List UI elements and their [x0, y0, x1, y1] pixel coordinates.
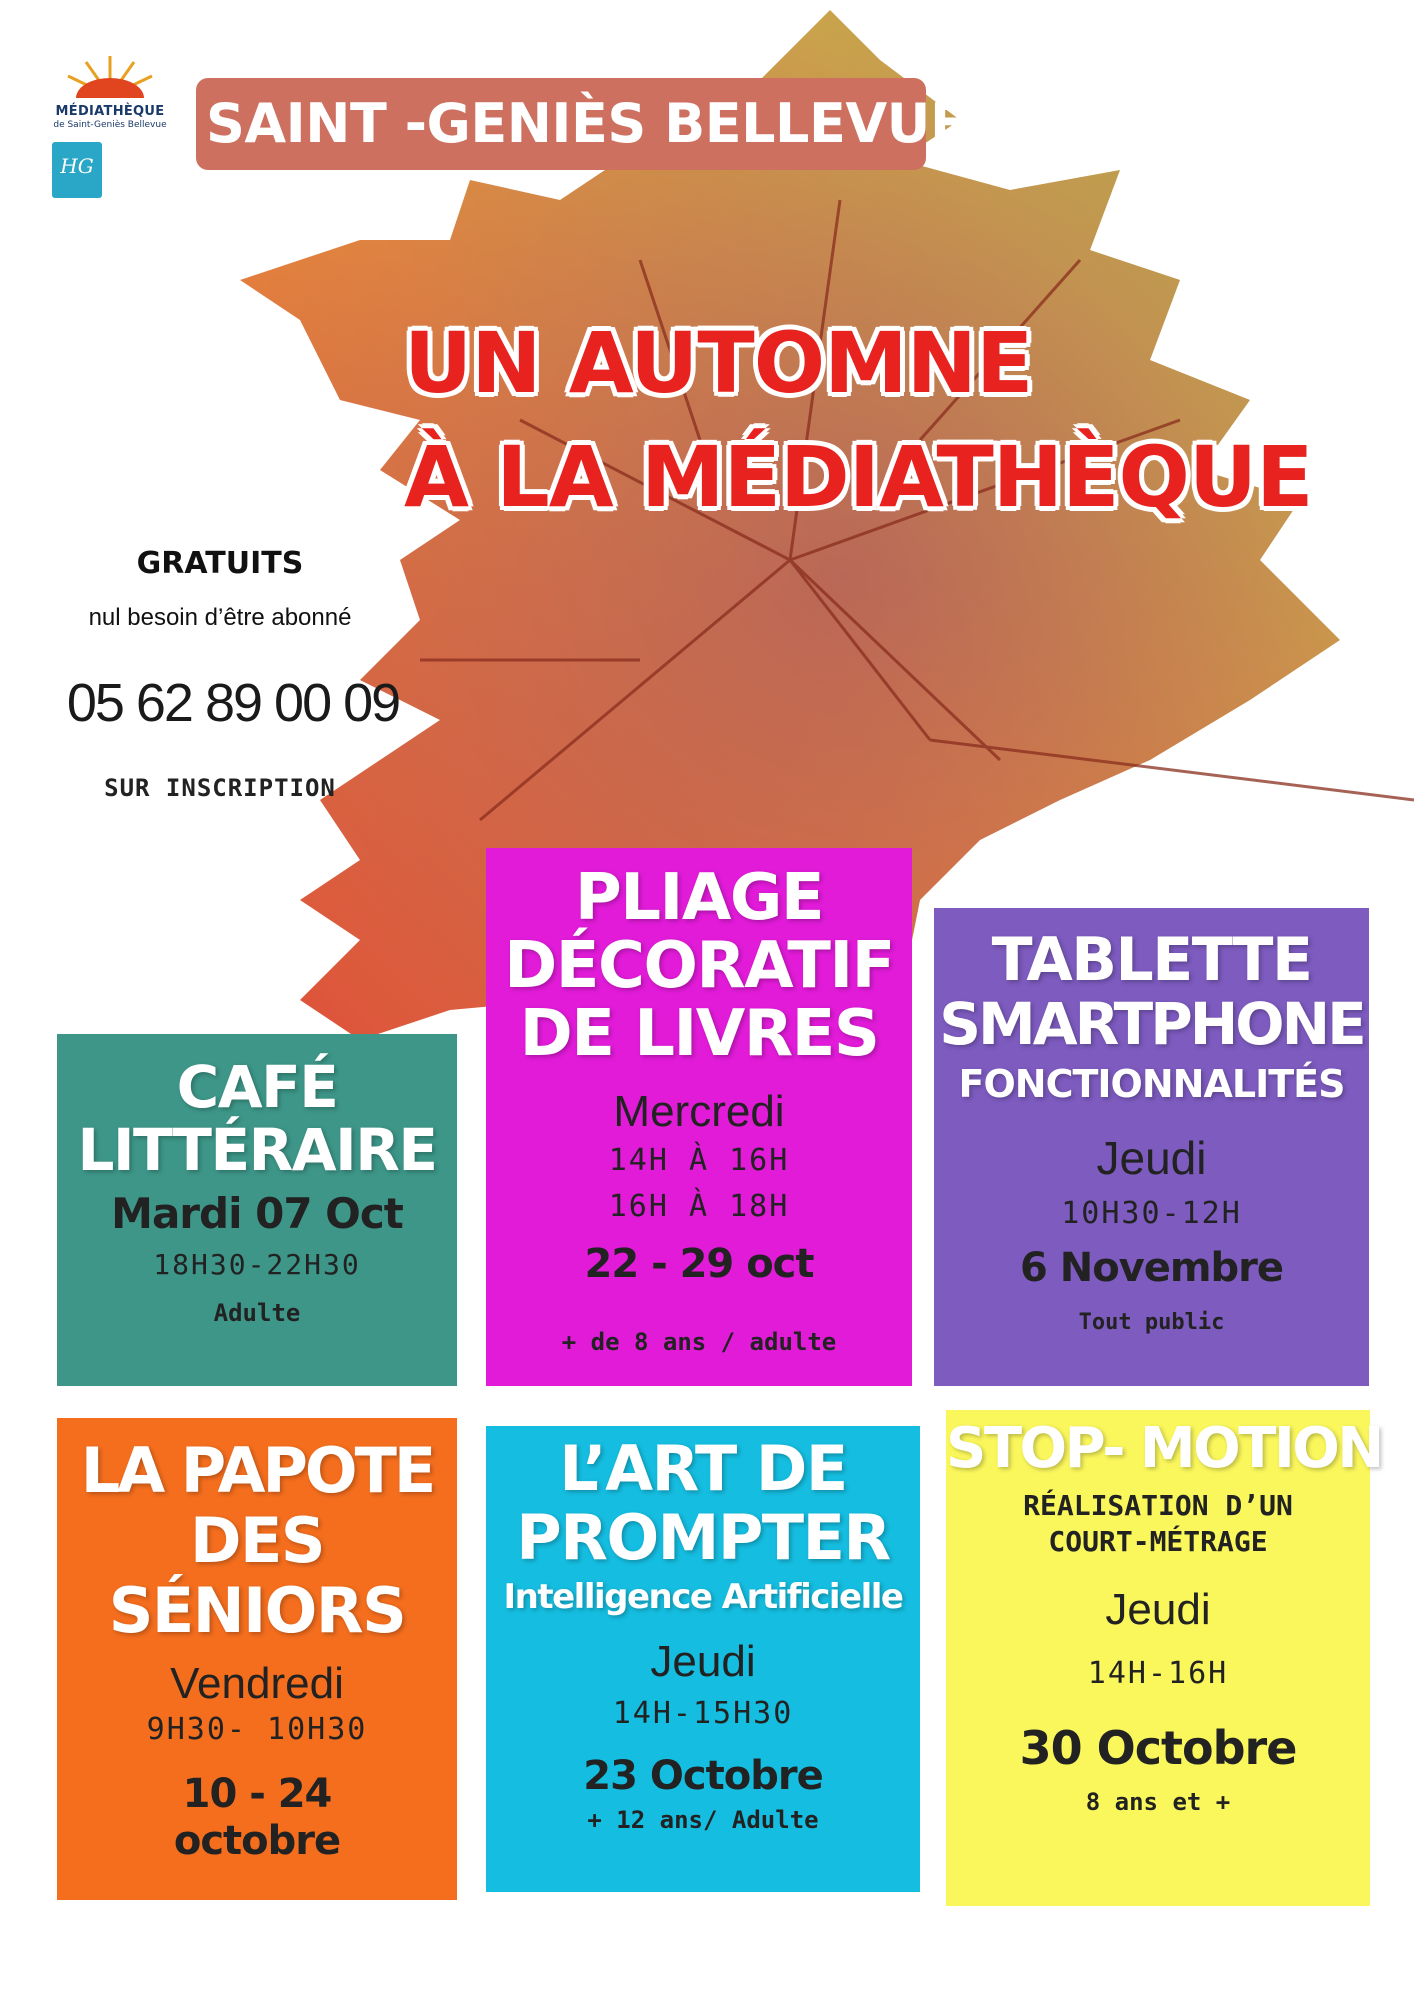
event-date: Mardi 07 Oct — [111, 1189, 403, 1238]
event-title-line: TABLETTE — [991, 925, 1312, 995]
event-audience: + de 8 ans / adulte — [561, 1328, 837, 1356]
event-cafe-litteraire — [57, 1034, 457, 1386]
event-stop-motion — [946, 1410, 1382, 1906]
event-subtitle: Intelligence Artificielle — [503, 1577, 903, 1617]
event-art-de-prompter — [486, 1426, 920, 1892]
event-subtitle: RÉALISATION D’UN — [1023, 1489, 1293, 1522]
event-title-line: PROMPTER — [516, 1501, 890, 1574]
event-hours: 10H30-12H — [1061, 1196, 1242, 1231]
event-title-line: STOP- MOTION — [946, 1416, 1382, 1481]
event-audience: Adulte — [213, 1299, 301, 1327]
main-title — [404, 306, 1313, 534]
event-hours: 14H-16H — [1087, 1656, 1229, 1691]
event-date: 22 - 29 oct — [584, 1241, 814, 1287]
event-date: octobre — [173, 1818, 341, 1864]
event-subtitle: COURT-MÉTRAGE — [1048, 1525, 1268, 1558]
event-hours: 18H30-22H30 — [153, 1248, 361, 1281]
event-tablette-smartphone — [934, 908, 1369, 1386]
logo-subtitle: de Saint-Geniès Bellevue — [53, 120, 167, 130]
event-audience: Tout public — [1078, 1310, 1225, 1335]
event-day: Jeudi — [1105, 1585, 1211, 1634]
event-title-line: CAFÉ — [176, 1053, 338, 1121]
event-date: 23 Octobre — [583, 1753, 823, 1799]
event-title-line: DE LIVRES — [519, 997, 879, 1071]
sunrise-logo-icon — [46, 46, 174, 104]
event-title-line: L’ART DE — [559, 1432, 847, 1505]
main-title-line-1: UN AUTOMNE — [404, 314, 1033, 412]
event-hours: 16H À 18H — [608, 1189, 790, 1224]
event-day: Jeudi — [1096, 1132, 1207, 1184]
town-banner: SAINT -GENIÈS BELLEVUE — [196, 78, 926, 170]
registration-note: SUR INSCRIPTION — [104, 774, 336, 802]
event-title-line: PLIAGE — [574, 861, 824, 935]
event-hours: 9H30- 10H30 — [146, 1712, 368, 1747]
event-title-line: LITTÉRAIRE — [77, 1116, 437, 1184]
event-day: Jeudi — [650, 1637, 756, 1686]
event-date: 10 - 24 — [182, 1771, 332, 1817]
phone-number: 05 62 89 00 09 — [66, 673, 400, 733]
event-day: Vendredi — [170, 1659, 344, 1708]
event-day: Mercredi — [613, 1087, 785, 1136]
main-title-line-2: À LA MÉDIATHÈQUE — [404, 428, 1313, 526]
event-title-line: DÉCORATIF — [504, 929, 894, 1003]
haute-garonne-badge: HG — [52, 142, 102, 198]
event-title-line: SÉNIORS — [108, 1574, 406, 1647]
event-date: 6 Novembre — [1019, 1245, 1284, 1291]
event-papote-seniors — [57, 1418, 457, 1900]
event-audience: + 12 ans/ Adulte — [587, 1806, 819, 1834]
event-title-line: DES — [190, 1504, 324, 1577]
free-label: GRATUITS — [136, 546, 304, 581]
event-audience: 8 ans et + — [1085, 1788, 1231, 1816]
event-title-line: LA PAPOTE — [80, 1434, 434, 1507]
mediatheque-logo — [46, 46, 174, 216]
event-date: 30 Octobre — [1019, 1721, 1297, 1775]
event-hours: 14H À 16H — [608, 1143, 790, 1178]
event-title-line: SMARTPHONE — [939, 990, 1364, 1058]
event-hours: 14H-15H30 — [612, 1696, 794, 1731]
event-pliage-decoratif — [486, 848, 912, 1386]
event-subtitle: FONCTIONNALITÉS — [958, 1062, 1345, 1106]
logo-title: MÉDIATHÈQUE — [55, 104, 165, 119]
no-subscription-note: nul besoin d’être abonné — [88, 604, 352, 631]
